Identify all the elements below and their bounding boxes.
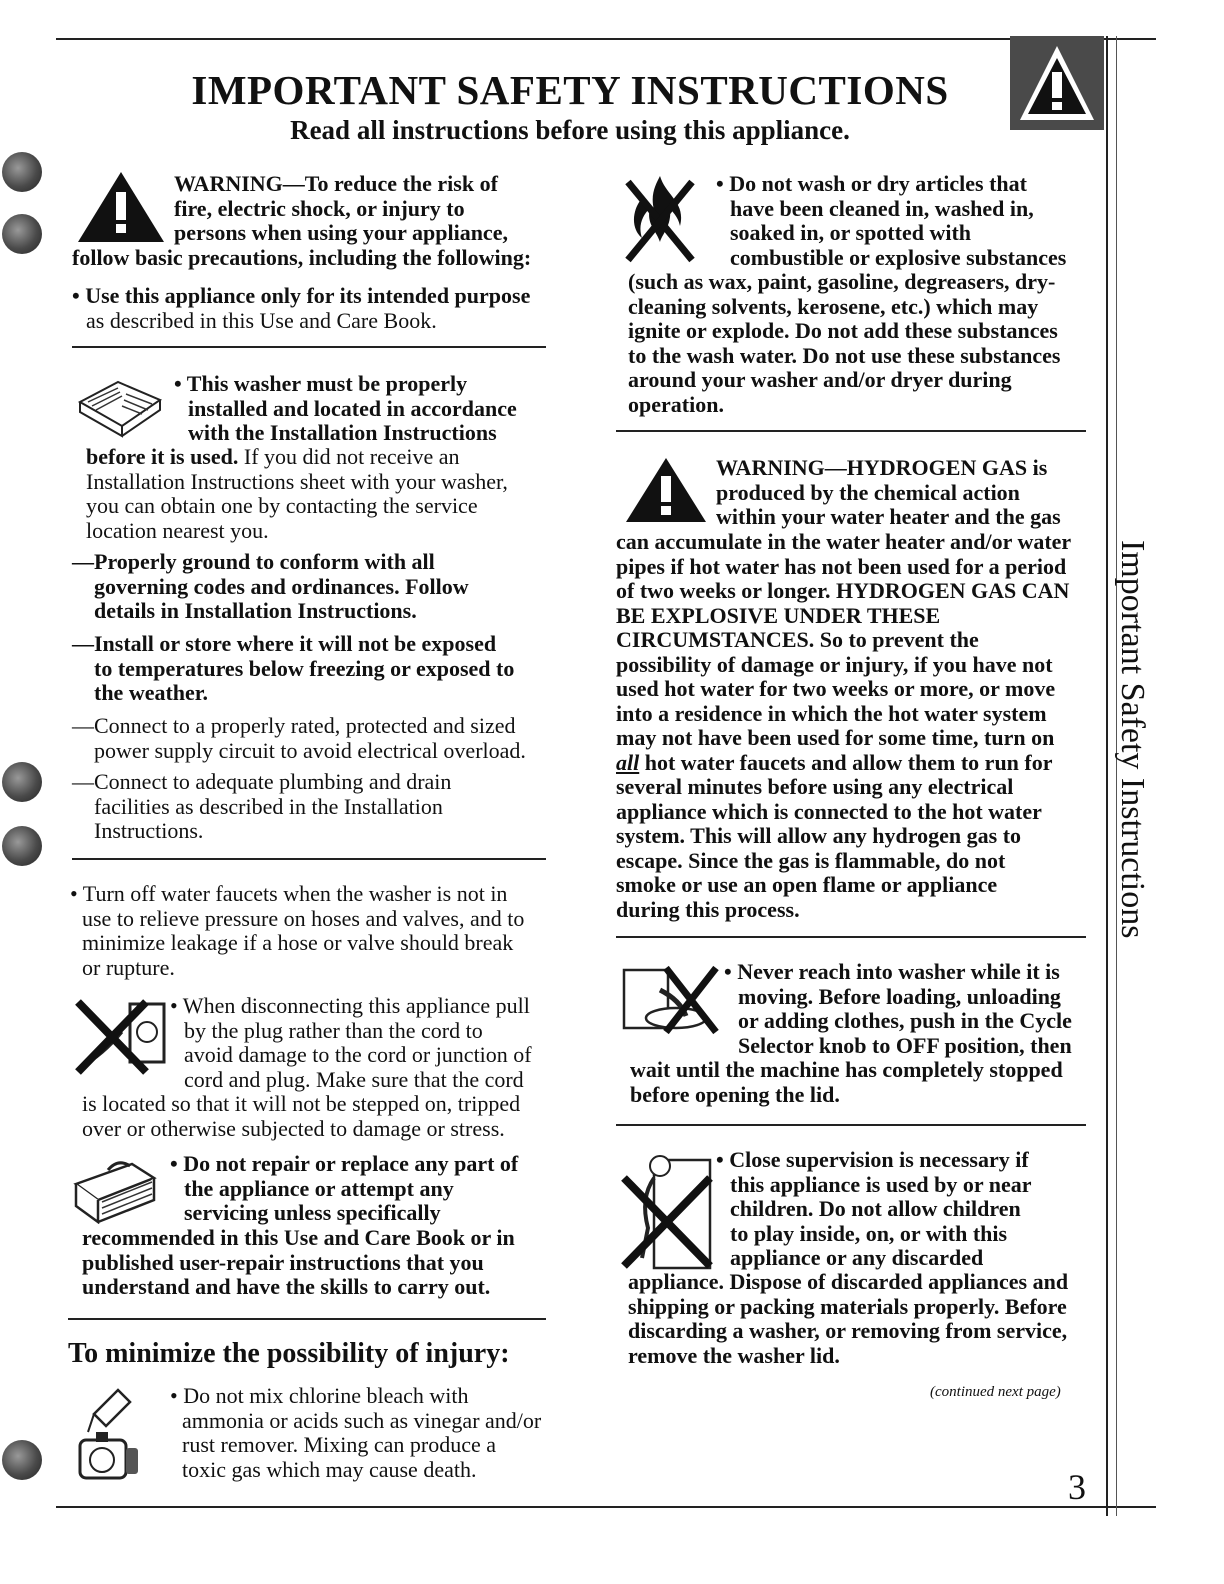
top-rule: [56, 38, 1156, 40]
side-title: Important Safety Instructions: [1114, 540, 1151, 939]
store-text: —Install or store where it will not be exposed to temperatures below freezing or exposed to the weather.: [72, 631, 515, 705]
bottom-rule: [56, 1506, 1156, 1508]
bleach-text: • Do not mix chlorine bleach with ammonia or acids such as vinegar and/or rust remover. Mixing can produce a toxic gas which may cause death.: [170, 1383, 542, 1482]
binder-hole: [2, 826, 42, 866]
install-text-cont: before it is used. If you did not receive an Installation Instructions sheet with your washer, you can obtain one by contacting the service location nearest you.: [86, 444, 508, 543]
warning-tail: follow basic precautions, including the following:: [72, 245, 532, 270]
never-reach-text-cont: wait until the machine has completely stopped before opening the lid.: [630, 1057, 1063, 1107]
toolbox-icon: [72, 1156, 158, 1229]
flammable-text: • Do not wash or dry articles that have been cleaned in, washed in, soaked in, or spotted with combustible or explosive substances: [716, 171, 1067, 270]
disconnect-text-cont: is located so that it will not be stepped on, tripped over or otherwise subjected to damage or stress.: [82, 1091, 521, 1141]
binder-hole: [2, 152, 42, 192]
bleach-bottle-icon: [66, 1386, 146, 1487]
connect-plumb-text: —Connect to adequate plumbing and drain facilities as described in the Installation Instructions.: [72, 769, 452, 843]
binder-hole: [2, 1440, 42, 1480]
minimize-heading: To minimize the possibility of injury:: [68, 1338, 510, 1369]
supervision-text-cont: appliance. Dispose of discarded appliances and shipping or packing materials properly. Before discarding a washer, or removing from service, remove the washer lid.: [628, 1269, 1069, 1368]
divider: [72, 346, 546, 348]
divider: [72, 858, 546, 860]
binder-hole: [2, 762, 42, 802]
divider: [616, 936, 1086, 938]
hydrogen-text-cont: can accumulate in the water heater and/or water pipes if hot water has not been used for a period of two weeks or longer. HYDROGEN GAS CAN BE EXPLOSIVE UNDER THESE CIRCUMSTANCES. So to prevent the possibility of damage or injury, if you have not used hot water for two weeks or more, or move into a residence in which the hot water system may not have been used for some time, turn on all hot water faucets and allow them to run for several minutes before using any electrical appliance which is connected to the hot water system. This will allow any hydrogen gas to escape. Since the gas is flammable, do not smoke or use an open flame or appliance during this process.: [616, 529, 1072, 922]
connect-power-text: —Connect to a properly rated, protected and sized power supply circuit to avoid electrical overload.: [72, 713, 526, 763]
flame-icon: [620, 172, 700, 271]
repair-text: • Do not repair or replace any part of the appliance or attempt any servicing unless specifically: [170, 1151, 519, 1225]
binder-hole: [2, 214, 42, 254]
washer-reach-icon: [620, 960, 720, 1041]
page-subtitle: Read all instructions before using this appliance.: [290, 115, 850, 145]
supervision-text: • Close supervision is necessary if this appliance is used by or near children. Do not allow children to play inside, on, or with this appliance or any discarded: [716, 1147, 1032, 1270]
disconnect-text: • When disconnecting this appliance pull by the plug rather than the cord to avoid damage to the cord or junction of cord and plug. Make sure that the cord: [170, 993, 532, 1092]
continued-note: (continued next page): [930, 1384, 1061, 1400]
divider: [616, 430, 1086, 432]
flammable-text-cont: (such as wax, paint, gasoline, degreasers, dry- cleaning solvents, kerosene, etc.) which may ignite or explode. Do not add these substances to the wash water. Do not use these substances around your washer and/or dryer during operation.: [628, 269, 1061, 417]
ground-text: —Properly ground to conform with all governing codes and ordinances. Follow details in Installation Instructions.: [72, 549, 469, 623]
warning-text: WARNING—To reduce the risk of fire, electric shock, or injury to persons when using your appliance,: [174, 171, 508, 245]
warning-triangle-icon: [624, 456, 708, 529]
page-title: IMPORTANT SAFETY INSTRUCTIONS: [191, 67, 949, 113]
unplug-cord-icon: [72, 996, 168, 1083]
divider: [68, 1318, 546, 1320]
install-text: • This washer must be properly installed and located in accordance with the Installation Instructions: [174, 371, 517, 445]
warning-triangle-icon: [76, 170, 166, 249]
divider: [616, 1124, 1086, 1126]
child-washer-icon: [618, 1148, 718, 1279]
repair-text-cont: recommended in this Use and Care Book or in published user-repair instructions that you understand and have the skills to carry out.: [82, 1225, 515, 1299]
use-intended: • Use this appliance only for its intended purpose as described in this Use and Care Book.: [72, 283, 531, 333]
faucets-text: • Turn off water faucets when the washer is not in use to relieve pressure on hoses and valves, and to minimize leakage if a hose or valve should break or rupture.: [70, 881, 525, 980]
page-number: 3: [1068, 1467, 1086, 1507]
never-reach-text: • Never reach into washer while it is moving. Before loading, unloading or adding clothes, push in the Cycle Selector knob to OFF position, then: [724, 959, 1072, 1058]
warning-corner-icon: [1010, 36, 1104, 130]
hydrogen-text: WARNING—HYDROGEN GAS is produced by the chemical action within your water heater and the gas: [716, 455, 1061, 529]
book-icon: [74, 372, 164, 445]
all-emphasis: all: [616, 749, 640, 775]
